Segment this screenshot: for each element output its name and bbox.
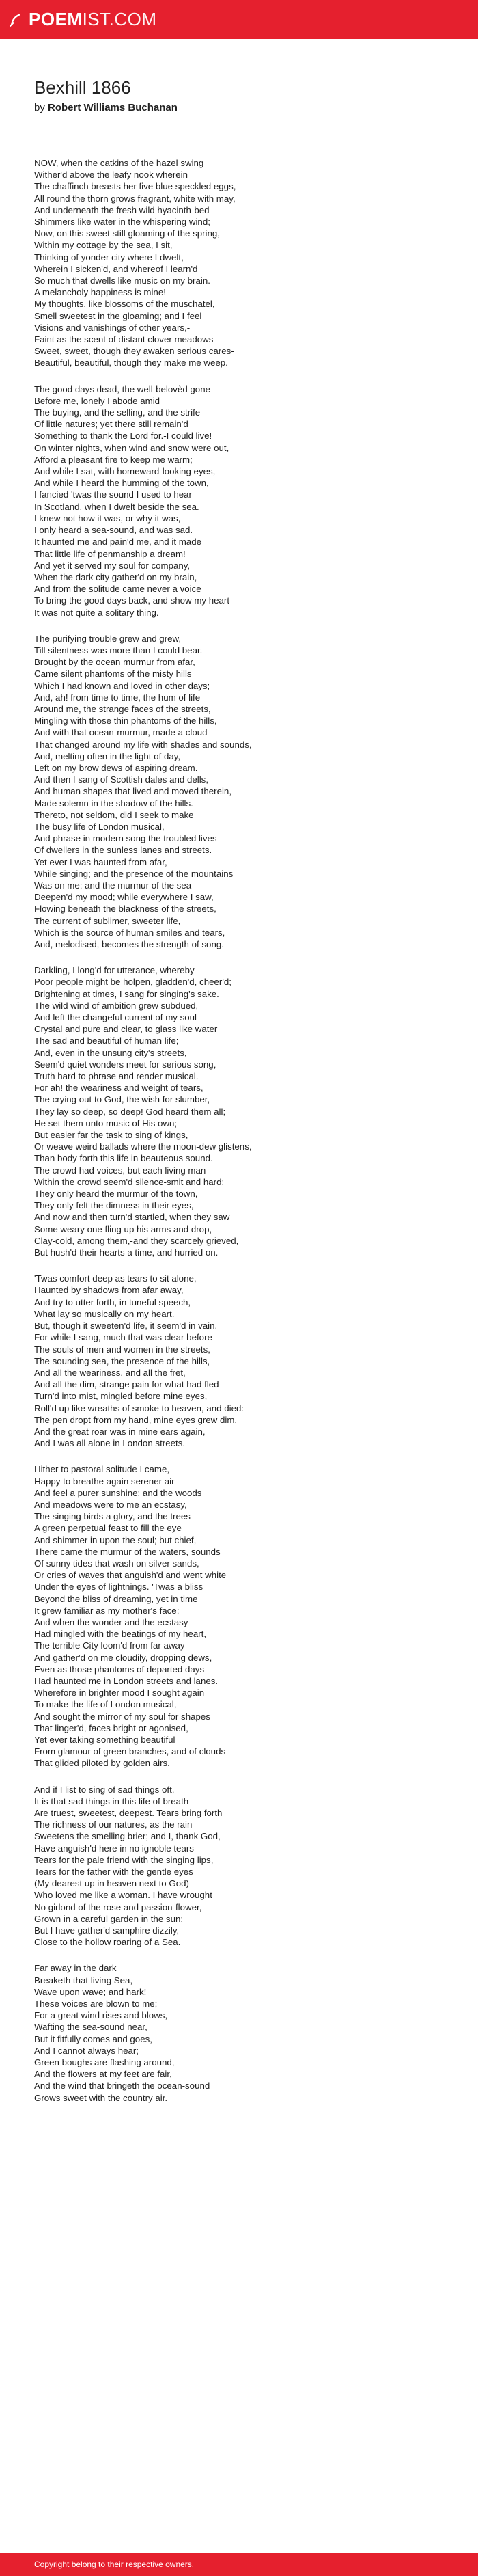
poem-line: Tears for the pale friend with the singing lips, xyxy=(34,1854,214,1865)
poem-line: Happy to breathe again serener air xyxy=(34,1476,175,1487)
stanza xyxy=(34,157,444,369)
poem-line: When the dark city gather'd on my brain, xyxy=(34,571,197,582)
poem-line: And when the wonder and the ecstasy xyxy=(34,1616,188,1627)
poem-line: The chaffinch breasts her five blue speckled eggs, xyxy=(34,181,236,192)
poem-line: And underneath the fresh wild hyacinth-bed xyxy=(34,204,210,215)
site-header xyxy=(0,0,478,39)
poem-line: Around me, the strange faces of the streets, xyxy=(34,703,211,714)
poem-line: And while I sat, with homeward-looking eyes, xyxy=(34,466,216,477)
poem-line: The souls of men and women in the streets, xyxy=(34,1344,210,1355)
poem-line: Till silentness was more than I could bear. xyxy=(34,645,203,655)
poem-line: The crowd had voices, but each living man xyxy=(34,1165,206,1176)
poem-line: Wither'd above the leafy nook wherein xyxy=(34,170,188,180)
poem-line: It was not quite a solitary thing. xyxy=(34,607,159,618)
poem-line: And gather'd on me cloudily, dropping dews, xyxy=(34,1652,212,1663)
poem-line: Clay-cold, among them,-and they scarcely grieved, xyxy=(34,1235,239,1246)
poem-line: And, melodised, becomes the strength of song. xyxy=(34,939,224,949)
poem-line: And with that ocean-murmur, made a cloud xyxy=(34,727,208,738)
poem-line: Haunted by shadows from afar away, xyxy=(34,1285,184,1296)
poem-line: And, melting often in the light of day, xyxy=(34,750,181,761)
poem-line: It haunted me and pain'd me, and it made xyxy=(34,537,201,547)
poem-line: Crystal and pure and clear, to glass like water xyxy=(34,1024,218,1035)
poem-line: Which is the source of human smiles and tears, xyxy=(34,927,225,938)
poem-line: Under the eyes of lightnings. 'Twas a bliss xyxy=(34,1582,203,1592)
poem-line: Flowing beneath the blackness of the streets, xyxy=(34,904,216,914)
poem-line: So much that dwells like music on my brain. xyxy=(34,275,210,286)
poem-line: The sad and beautiful of human life; xyxy=(34,1035,179,1046)
poem-line: Visions and vanishings of other years,- xyxy=(34,322,191,333)
poem-line: They lay so deep, so deep! God heard them all; xyxy=(34,1106,226,1117)
poem-line: Even as those phantoms of departed days xyxy=(34,1664,205,1675)
poem-line: But hush'd their hearts a time, and hurried on. xyxy=(34,1247,219,1258)
poem-line: Wafting the sea-sound near, xyxy=(34,2022,147,2033)
poem-line: Thinking of yonder city where I dwelt, xyxy=(34,252,184,262)
poem-line: Of sunny tides that wash on silver sands, xyxy=(34,1558,199,1569)
poem-line: 'Twas comfort deep as tears to sit alone, xyxy=(34,1273,197,1284)
poem-line: And yet it served my soul for company, xyxy=(34,560,191,571)
poem-line: Yet ever taking something beautiful xyxy=(34,1735,175,1745)
poem-container xyxy=(34,77,444,2118)
poem-line: And from the solitude came never a voice xyxy=(34,584,201,595)
poem-line: And then I sang of Scottish dales and dells, xyxy=(34,774,209,785)
poem-line: It grew familiar as my mother's face; xyxy=(34,1605,180,1616)
poem-line: It is that sad things in this life of breath xyxy=(34,1795,189,1806)
poem-line: Was on me; and the murmur of the sea xyxy=(34,880,192,891)
poem-line: Within the crowd seem'd silence-smit and hard: xyxy=(34,1176,225,1187)
poem-line: And left the changeful current of my soul xyxy=(34,1012,197,1023)
poem-line: Deepen'd my mood; while everywhere I saw, xyxy=(34,892,214,903)
poem-line: Roll'd up like wreaths of smoke to heaven, and died: xyxy=(34,1402,244,1413)
poem-line: For a great wind rises and blows, xyxy=(34,2010,168,2021)
poem-line: Far away in the dark xyxy=(34,1963,117,1974)
poem-line: No girlond of the rose and passion-flower, xyxy=(34,1901,202,1912)
poem-line: The current of sublimer, sweeter life, xyxy=(34,915,181,926)
poem-line: Poor people might be holpen, gladden'd, cheer'd; xyxy=(34,977,231,988)
poem-line: The crying out to God, the wish for slumber, xyxy=(34,1094,210,1105)
poem-line: Faint as the scent of distant clover meadows- xyxy=(34,334,216,345)
poem-line: And if I list to sing of sad things oft, xyxy=(34,1784,175,1795)
poem-line: And shimmer in upon the soul; but chief, xyxy=(34,1534,197,1545)
poem-line: And the wind that bringeth the ocean-sound xyxy=(34,2080,210,2091)
poem-line: Had haunted me in London streets and lanes. xyxy=(34,1675,219,1686)
poem-line: But, though it sweeten'd life, it seem'd in vain. xyxy=(34,1320,218,1331)
poem-line: The buying, and the selling, and the strife xyxy=(34,407,201,418)
poem-line: Sweetens the smelling brier; and I, thank God, xyxy=(34,1831,221,1842)
poem-line: Wherein I sicken'd, and whereof I learn'd xyxy=(34,263,198,274)
stanza xyxy=(34,964,444,1258)
poem-line: My thoughts, like blossoms of the muschatel, xyxy=(34,299,215,310)
poem-line: And human shapes that lived and moved therein, xyxy=(34,786,232,797)
poem-line: What lay so musically on my heart. xyxy=(34,1308,175,1319)
poem-line: I fancied 'twas the sound I used to hear xyxy=(34,489,192,500)
quill-icon xyxy=(8,12,23,27)
poem-line: That little life of penmanship a dream! xyxy=(34,548,186,559)
poem-line: And all the dim, strange pain for what had fled- xyxy=(34,1379,222,1390)
poem-line: A green perpetual feast to fill the eye xyxy=(34,1523,182,1534)
poem-line: But I have gather'd samphire dizzily, xyxy=(34,1925,180,1936)
poem-line: He set them unto music of His own; xyxy=(34,1117,178,1128)
poem-line: Grown in a careful garden in the sun; xyxy=(34,1913,184,1924)
poem-line: Of little natures; yet there still remain'd xyxy=(34,419,188,430)
poem-line: And, even in the unsung city's streets, xyxy=(34,1047,187,1058)
poem-body xyxy=(34,157,444,2104)
poem-line: Before me, lonely I abode amid xyxy=(34,395,160,406)
site-footer xyxy=(0,2553,478,2576)
poem-line: Hither to pastoral solitude I came, xyxy=(34,1464,170,1475)
brand-name: POEMIST.COM xyxy=(29,9,157,29)
poem-line: And sought the mirror of my soul for shapes xyxy=(34,1711,210,1722)
poem-line: And the great roar was in mine ears again, xyxy=(34,1426,206,1437)
poem-line: Darkling, I long'd for utterance, whereby xyxy=(34,965,195,976)
poem-line: And feel a purer sunshine; and the woods xyxy=(34,1487,202,1498)
poem-line: Something to thank the Lord for.-I could live! xyxy=(34,431,212,442)
poem-line: And I cannot always hear; xyxy=(34,2045,139,2056)
poem-line: Afford a pleasant fire to keep me warm; xyxy=(34,454,193,465)
poem-line: The wild wind of ambition grew subdued, xyxy=(34,1000,199,1011)
poem-line: And now and then turn'd startled, when they saw xyxy=(34,1212,230,1223)
poem-line: A melancholy happiness is mine! xyxy=(34,287,166,298)
copyright-text: Copyright belong to their respective owners. xyxy=(34,2560,195,2569)
poem-line: Or cries of waves that anguish'd and went white xyxy=(34,1570,227,1581)
poem-line: Beyond the bliss of dreaming, yet in time xyxy=(34,1593,198,1604)
poem-line: The sounding sea, the presence of the hills, xyxy=(34,1355,210,1366)
poem-line: Thereto, not seldom, did I seek to make xyxy=(34,809,194,820)
poem-line: Now, on this sweet still gloaming of the spring, xyxy=(34,228,220,239)
poem-line: Who loved me like a woman. I have wrought xyxy=(34,1890,212,1901)
poem-line: For while I sang, much that was clear before- xyxy=(34,1332,216,1343)
poem-line: But it fitfully comes and goes, xyxy=(34,2033,152,2044)
poem-line: Had mingled with the beatings of my heart, xyxy=(34,1629,207,1640)
poem-line: Wherefore in brighter mood I sought again xyxy=(34,1687,205,1698)
poem-line: Brought by the ocean murmur from afar, xyxy=(34,657,195,668)
poem-line: Sweet, sweet, though they awaken serious cares- xyxy=(34,346,234,357)
byline xyxy=(34,101,444,115)
poem-line: But easier far the task to sing of kings, xyxy=(34,1130,188,1141)
poem-line: Grows sweet with the country air. xyxy=(34,2092,168,2103)
poem-line: Of dwellers in the sunless lanes and streets. xyxy=(34,845,212,856)
poem-line: Which I had known and loved in other days; xyxy=(34,680,210,691)
poem-line: Left on my brow dews of aspiring dream. xyxy=(34,762,198,773)
poem-line: All round the thorn grows fragrant, white with may, xyxy=(34,193,236,204)
poem-line: Seem'd quiet wonders meet for serious song, xyxy=(34,1059,216,1070)
poem-line: For ah! the weariness and weight of tears, xyxy=(34,1083,203,1094)
poem-line: And meadows were to me an ecstasy, xyxy=(34,1499,187,1510)
poem-line: Tears for the father with the gentle eyes xyxy=(34,1867,193,1877)
poem-line: The pen dropt from my hand, mine eyes grew dim, xyxy=(34,1414,238,1425)
poem-line: And while I heard the humming of the town, xyxy=(34,478,209,489)
author-name[interactable]: Robert Williams Buchanan xyxy=(48,102,178,113)
poem-line: (My dearest up in heaven next to God) xyxy=(34,1878,189,1889)
poem-line: Breaketh that living Sea, xyxy=(34,1975,133,1985)
stanza xyxy=(34,1784,444,1949)
poem-line: Within my cottage by the sea, I sit, xyxy=(34,240,173,251)
poem-line: And I was all alone in London streets. xyxy=(34,1438,186,1449)
poem-line: Came silent phantoms of the misty hills xyxy=(34,668,192,679)
poem-line: The singing birds a glory, and the trees xyxy=(34,1511,191,1522)
poem-line: Mingling with those thin phantoms of the hills, xyxy=(34,716,217,727)
poem-line: That glided piloted by golden airs. xyxy=(34,1758,170,1769)
poem-line: To make the life of London musical, xyxy=(34,1699,177,1710)
poem-line: And phrase in modern song the troubled lives xyxy=(34,833,217,844)
poem-line: The terrible City loom'd from far away xyxy=(34,1640,185,1651)
poem-line: I knew not how it was, or why it was, xyxy=(34,513,181,524)
site-logo[interactable] xyxy=(8,7,157,32)
poem-line: In Scotland, when I dwelt beside the sea. xyxy=(34,501,199,512)
poem-line: Some weary one fling up his arms and drop, xyxy=(34,1223,212,1234)
poem-line: The richness of our natures, as the rain xyxy=(34,1819,193,1830)
poem-line: I only heard a sea-sound, and was sad. xyxy=(34,525,193,536)
poem-line: And the flowers at my feet are fair, xyxy=(34,2069,172,2080)
poem-line: And all the weariness, and all the fret, xyxy=(34,1367,186,1378)
stanza xyxy=(34,1463,444,1769)
stanza xyxy=(34,1273,444,1449)
poem-line: There came the murmur of the waters, sounds xyxy=(34,1546,221,1557)
poem-line: Turn'd into mist, mingled before mine eyes, xyxy=(34,1391,208,1402)
stanza xyxy=(34,633,444,950)
poem-line: Shimmers like water in the whispering wind; xyxy=(34,217,210,228)
stanza xyxy=(34,1962,444,2103)
poem-line: The purifying trouble grew and grew, xyxy=(34,633,182,644)
poem-line: And try to utter forth, in tuneful speech, xyxy=(34,1297,191,1307)
poem-line: Close to the hollow roaring of a Sea. xyxy=(34,1937,181,1948)
poem-line: Brightening at times, I sang for singing's sake. xyxy=(34,988,219,999)
poem-line: NOW, when the catkins of the hazel swing xyxy=(34,158,204,168)
poem-line: Truth hard to phrase and render musical. xyxy=(34,1071,199,1082)
poem-line: Than body forth this life in beauteous sound. xyxy=(34,1153,213,1164)
poem-line: Beautiful, beautiful, though they make me weep. xyxy=(34,357,228,368)
poem-line: The busy life of London musical, xyxy=(34,821,165,832)
poem-line: The good days dead, the well-belovèd gone xyxy=(34,383,210,394)
poem-line: That linger'd, faces bright or agonised, xyxy=(34,1722,188,1733)
poem-line: Wave upon wave; and hark! xyxy=(34,1986,147,1997)
poem-line: To bring the good days back, and show my heart xyxy=(34,595,230,606)
stanza xyxy=(34,383,444,619)
poem-line: That changed around my life with shades and sounds, xyxy=(34,739,252,750)
poem-line: Made solemn in the shadow of the hills. xyxy=(34,798,193,809)
poem-title: Bexhill 1866 xyxy=(34,77,131,98)
poem-line: And, ah! from time to time, the hum of life xyxy=(34,692,201,703)
poem-line: While singing; and the presence of the mountains xyxy=(34,868,234,879)
poem-line: On winter nights, when wind and snow were out, xyxy=(34,442,229,453)
poem-line: They only heard the murmur of the town, xyxy=(34,1189,198,1199)
poem-line: Green boughs are flashing around, xyxy=(34,2057,175,2068)
poem-line: Are truest, sweetest, deepest. Tears bring forth xyxy=(34,1808,223,1819)
poem-line: Smell sweetest in the gloaming; and I feel xyxy=(34,310,202,321)
poem-line: Yet ever I was haunted from afar, xyxy=(34,856,167,867)
poem-line: Or weave weird ballads where the moon-dew glistens, xyxy=(34,1141,252,1152)
poem-line: Have anguish'd here in no ignoble tears- xyxy=(34,1843,197,1854)
poem-line: From glamour of green branches, and of clouds xyxy=(34,1746,226,1757)
poem-line: These voices are blown to me; xyxy=(34,1998,158,2009)
poem-line: They only felt the dimness in their eyes, xyxy=(34,1200,194,1211)
by-label: by xyxy=(34,102,45,113)
